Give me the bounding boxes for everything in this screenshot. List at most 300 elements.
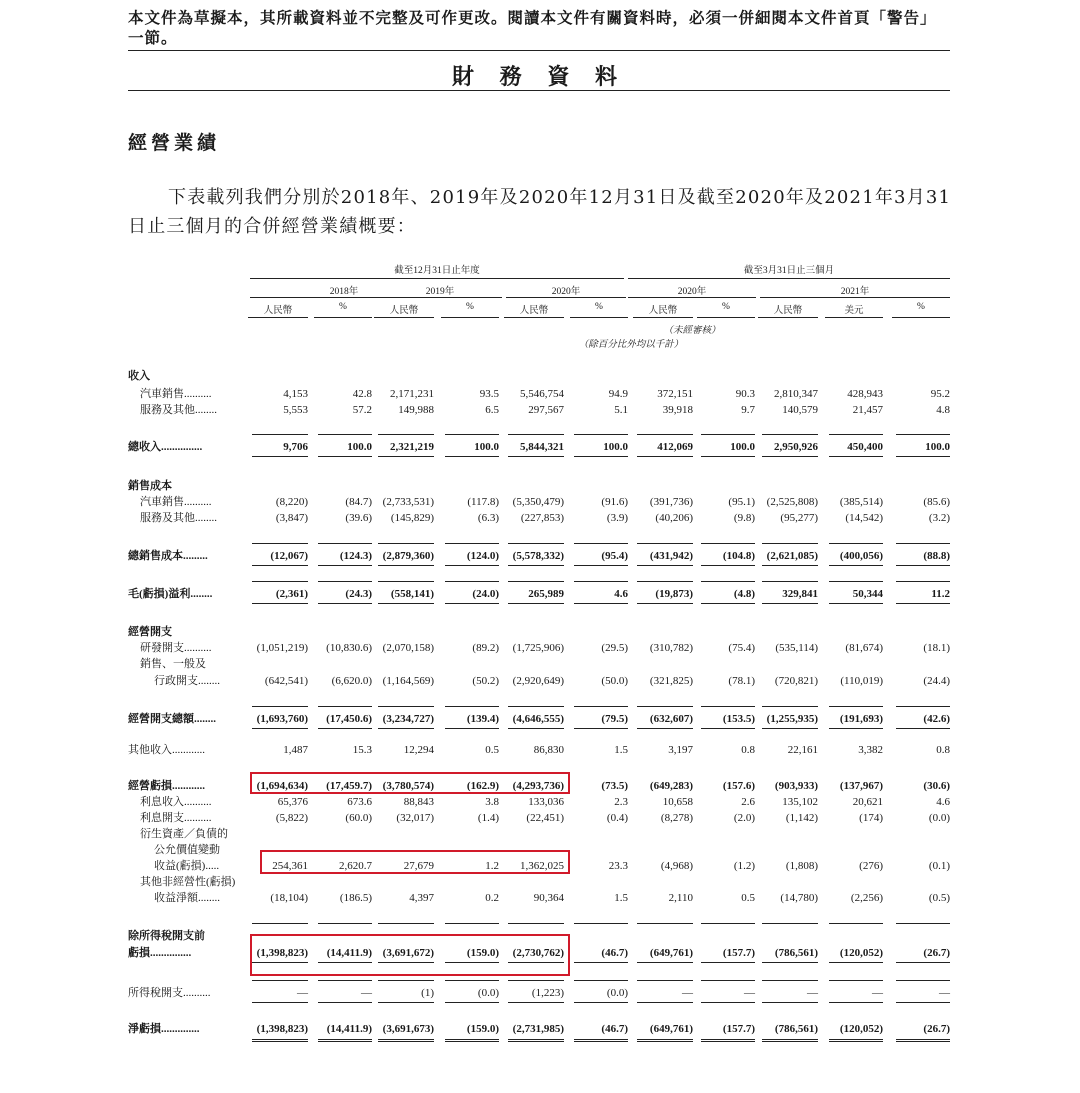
total-rule [637,434,693,435]
table-cell: (88.8) [923,550,950,562]
table-cell: — [361,987,372,999]
table-cell: 412,069 [657,441,693,453]
table-row [128,439,952,455]
total-rule [637,603,693,604]
unit-rule [314,317,372,318]
table-cell: (18,104) [270,892,308,904]
total-rule [701,706,755,707]
table-cell: (124.0) [466,550,499,562]
table-cell: (3,234,727) [382,713,434,725]
table-row [128,640,952,656]
table-cell: (2,070,158) [382,642,434,654]
table-cell: (0.0) [606,987,628,999]
total-rule [896,728,950,729]
table-cell: 2,110 [668,892,693,904]
row-label: 經營開支總額........ [128,713,216,725]
row-label: 收益淨額........ [154,892,220,904]
table-cell: (4.8) [733,588,755,600]
total-rule [701,543,755,544]
table-cell: (157.7) [722,947,755,959]
unit-header: % [595,302,603,312]
table-cell: 12,294 [403,744,434,756]
row-label: 經營虧損............ [128,780,205,792]
table-cell: (46.7) [601,947,628,959]
row-label: 汽車銷售.......... [140,496,212,508]
table-cell: (12,067) [270,550,308,562]
total-rule [637,456,693,457]
table-cell: 265,989 [528,588,564,600]
table-cell: (137,967) [839,780,883,792]
total-rule [445,565,499,566]
total-rule [637,962,693,963]
total-rule [378,603,434,604]
total-rule [574,565,628,566]
total-rule [762,728,818,729]
table-cell: 11.2 [931,588,950,600]
table-cell: (17,459.7) [326,780,372,792]
total-rule [378,728,434,729]
total-rule [896,1002,950,1003]
total-rule [252,923,308,924]
row-label: 毛(虧損)溢利........ [128,588,213,600]
unit-header: 人民幣 [519,306,549,316]
table-row [128,874,952,890]
table-cell: 94.9 [608,388,628,400]
table-cell: 93.5 [479,388,499,400]
total-rule [445,728,499,729]
table-cell: (2,920,649) [512,675,564,687]
total-rule [701,1002,755,1003]
table-cell: 100.0 [347,441,372,453]
table-row [128,656,952,672]
table-cell: 0.8 [741,744,755,756]
table-row [128,890,952,906]
table-cell: (91.6) [601,496,628,508]
total-rule [637,565,693,566]
total-rule [508,1002,564,1003]
total-rule [508,980,564,981]
table-cell: (1,693,760) [256,713,308,725]
total-rule [829,728,883,729]
row-label: 行政開支........ [154,675,220,687]
double-rule [574,1039,628,1042]
table-cell: — [744,987,755,999]
table-cell: (400,056) [839,550,883,562]
table-cell: (124.3) [339,550,372,562]
table-cell: (786,561) [774,1023,818,1035]
table-row [128,478,952,494]
total-rule [378,434,434,435]
total-rule [637,923,693,924]
table-cell: (321,825) [649,675,693,687]
total-rule [445,603,499,604]
table-row [128,386,952,402]
table-cell: 100.0 [603,441,628,453]
table-cell: 372,151 [657,388,693,400]
total-rule [637,1002,693,1003]
unit-header: % [466,302,474,312]
total-rule [896,923,950,924]
table-cell: 5,553 [283,404,308,416]
highlight-box [250,934,570,976]
total-rule [508,565,564,566]
table-row [128,548,952,564]
table-cell: 3,382 [858,744,883,756]
year-rule [628,297,756,298]
table-cell: (174) [859,812,883,824]
table-cell: 39,918 [662,404,693,416]
table-cell: 5,844,321 [520,441,564,453]
row-label: 總銷售成本......... [128,550,208,562]
table-cell: (46.7) [601,1023,628,1035]
table-cell: — [872,987,883,999]
row-label: 汽車銷售.......... [140,388,212,400]
double-rule [896,1039,950,1042]
table-cell: (120,052) [839,1023,883,1035]
table-cell: 4.8 [936,404,950,416]
total-rule [637,581,693,582]
table-cell: (19,873) [655,588,693,600]
table-cell: (95.4) [601,550,628,562]
table-cell: 673.6 [347,796,372,808]
row-label: 服務及其他........ [140,512,217,524]
total-rule [445,543,499,544]
total-rule [445,581,499,582]
table-cell: (29.5) [601,642,628,654]
table-cell: (786,561) [774,947,818,959]
total-rule [378,923,434,924]
table-cell: 88,843 [403,796,434,808]
table-cell: (6,620.0) [331,675,372,687]
table-cell: (3,780,574) [382,780,434,792]
table-row [128,624,952,640]
table-cell: (2,730,762) [512,947,564,959]
total-rule [896,434,950,435]
table-cell: (3.2) [928,512,950,524]
unit-header: 人民幣 [389,306,419,316]
table-row [128,510,952,526]
title-rule [128,90,950,91]
row-label: 其他收入............ [128,744,205,756]
unit-rule [374,317,434,318]
double-rule [378,1039,434,1042]
table-cell: — [682,987,693,999]
table-cell: (720,821) [774,675,818,687]
total-rule [896,581,950,582]
total-rule [762,980,818,981]
table-cell: (5,822) [275,812,308,824]
row-label: 收益(虧損)..... [154,860,220,872]
table-row [128,402,952,418]
total-rule [318,434,372,435]
table-cell: (2,879,360) [382,550,434,562]
total-rule [762,543,818,544]
total-rule [378,581,434,582]
row-label: 收入 [128,370,150,382]
table-cell: 5,546,754 [520,388,564,400]
table-cell: (32,017) [396,812,434,824]
table-cell: 450,400 [847,441,883,453]
table-cell: 2,321,219 [390,441,434,453]
table-cell: (18.1) [923,642,950,654]
table-cell: (903,933) [774,780,818,792]
total-rule [508,923,564,924]
table-cell: 20,621 [852,796,883,808]
table-cell: (14,411.9) [326,947,372,959]
table-cell: 15.3 [352,744,372,756]
total-rule [318,456,372,457]
table-cell: 0.5 [485,744,499,756]
table-cell: (186.5) [339,892,372,904]
table-cell: (1.4) [477,812,499,824]
total-rule [896,706,950,707]
table-cell: 22,161 [787,744,818,756]
table-cell: (0.1) [928,860,950,872]
row-label: 服務及其他........ [140,404,217,416]
total-rule [829,706,883,707]
table-cell: (1,725,906) [512,642,564,654]
total-rule [762,1002,818,1003]
total-rule [445,980,499,981]
table-cell: 1.5 [614,892,628,904]
table-cell: (5,578,332) [512,550,564,562]
table-cell: (81,674) [845,642,883,654]
total-rule [508,706,564,707]
table-cell: 1,362,025 [520,860,564,872]
total-rule [318,1002,372,1003]
total-rule [762,456,818,457]
table-cell: (191,693) [839,713,883,725]
table-cell: 23.3 [608,860,628,872]
total-rule [762,962,818,963]
total-rule [701,581,755,582]
unit-rule [825,317,883,318]
table-cell: (50.2) [472,675,499,687]
table-cell: (0.5) [928,892,950,904]
table-cell: 0.2 [485,892,499,904]
table-cell: 2.3 [614,796,628,808]
total-rule [574,980,628,981]
table-cell: (0.0) [477,987,499,999]
double-rule [829,1039,883,1042]
table-cell: (227,853) [520,512,564,524]
table-cell: (642,541) [264,675,308,687]
year-header: 2021年 [840,287,870,297]
table-cell: (95.1) [728,496,755,508]
table-cell: (85.6) [923,496,950,508]
double-rule [508,1039,564,1042]
table-cell: (1,255,935) [766,713,818,725]
table-cell: (6.3) [477,512,499,524]
total-rule [701,434,755,435]
table-cell: (157.7) [722,1023,755,1035]
row-label: 銷售成本 [128,480,172,492]
total-rule [318,543,372,544]
total-rule [637,543,693,544]
total-rule [637,980,693,981]
table-cell: (78.1) [728,675,755,687]
table-cell: (632,607) [649,713,693,725]
table-row [128,742,952,758]
table-cell: 140,579 [782,404,818,416]
total-rule [701,980,755,981]
year-header: 2020年 [551,287,581,297]
table-cell: (310,782) [649,642,693,654]
table-cell: 100.0 [730,441,755,453]
group-header-annual: 截至12月31日止年度 [394,266,480,276]
year-rule [760,297,950,298]
total-rule [508,456,564,457]
group-rule [250,278,624,279]
table-cell: (391,736) [649,496,693,508]
table-cell: (2,621,085) [766,550,818,562]
total-rule [574,434,628,435]
unit-header: 人民幣 [263,306,293,316]
table-cell: (0.0) [928,812,950,824]
table-row [128,711,952,727]
total-rule [762,923,818,924]
total-rule [508,543,564,544]
table-cell: (24.0) [472,588,499,600]
table-cell: (73.5) [601,780,628,792]
total-rule [252,434,308,435]
unaudited-note: （未經審核） [663,326,721,336]
total-rule [829,1002,883,1003]
total-rule [508,434,564,435]
table-cell: (2,525,808) [766,496,818,508]
table-cell: (157.6) [722,780,755,792]
total-rule [829,543,883,544]
table-cell: (22,451) [526,812,564,824]
table-cell: 329,841 [782,588,818,600]
total-rule [445,706,499,707]
year-rule [506,297,626,298]
total-rule [252,1002,308,1003]
table-cell: (139.4) [466,713,499,725]
table-cell: (3,691,672) [382,947,434,959]
intro-paragraph: 下表載列我們分別於2018年、2019年及2020年12月31日及截至2020年及2021年3月31日止三個月的合併經營業績概要： [128,187,952,237]
total-rule [574,706,628,707]
table-cell: (159.0) [466,947,499,959]
unit-rule [504,317,564,318]
table-cell: — [297,987,308,999]
table-cell: (1,142) [785,812,818,824]
table-cell: (39.6) [345,512,372,524]
total-rule [896,603,950,604]
table-cell: (3,847) [275,512,308,524]
table-cell: 133,036 [528,796,564,808]
row-label: 虧損............... [128,947,192,959]
table-cell: 1.5 [614,744,628,756]
table-cell: (60.0) [345,812,372,824]
table-cell: (8,278) [660,812,693,824]
table-cell: (558,141) [390,588,434,600]
table-cell: (2,256) [850,892,883,904]
table-cell: (120,052) [839,947,883,959]
unit-header: 人民幣 [773,306,803,316]
total-rule [252,603,308,604]
total-rule [829,980,883,981]
table-cell: — [807,987,818,999]
total-rule [762,706,818,707]
total-rule [445,923,499,924]
double-rule [637,1039,693,1042]
table-cell: 27,679 [403,860,434,872]
total-rule [252,706,308,707]
unit-rule [697,317,755,318]
unit-rule [248,317,308,318]
total-rule [896,962,950,963]
total-rule [829,581,883,582]
row-label: 利息開支.......... [140,812,212,824]
total-rule [378,980,434,981]
table-cell: (14,411.9) [326,1023,372,1035]
table-cell: (3,691,673) [382,1023,434,1035]
top-rule [128,50,950,51]
table-cell: (104.8) [722,550,755,562]
table-cell: (145,829) [390,512,434,524]
total-rule [378,543,434,544]
table-cell: 2,171,231 [390,388,434,400]
table-row [128,673,952,689]
table-cell: (2,361) [275,588,308,600]
row-label: 研發開支.......... [140,642,212,654]
table-cell: (8,220) [275,496,308,508]
total-rule [318,581,372,582]
table-cell: (649,761) [649,1023,693,1035]
table-cell: (4,646,555) [512,713,564,725]
table-cell: (1,398,823) [256,1023,308,1035]
total-rule [252,980,308,981]
table-row [128,794,952,810]
total-rule [896,980,950,981]
table-cell: (42.6) [923,713,950,725]
table-cell: (159.0) [466,1023,499,1035]
total-rule [896,565,950,566]
table-cell: 2,620.7 [339,860,372,872]
table-cell: 1,487 [283,744,308,756]
table-cell: (431,942) [649,550,693,562]
table-cell: 21,457 [852,404,883,416]
total-rule [829,962,883,963]
table-cell: (17,450.6) [326,713,372,725]
table-cell: (1.2) [733,860,755,872]
total-rule [574,543,628,544]
total-rule [701,728,755,729]
year-header: 2020年 [677,287,707,297]
table-cell: (5,350,479) [512,496,564,508]
total-rule [574,1002,628,1003]
total-rule [637,728,693,729]
total-rule [508,581,564,582]
total-rule [896,543,950,544]
total-rule [378,565,434,566]
unit-header: % [917,302,925,312]
table-cell: 90.3 [735,388,755,400]
table-cell: (2,733,531) [382,496,434,508]
table-cell: (9.8) [733,512,755,524]
table-row [128,1021,952,1037]
table-cell: (1,223) [531,987,564,999]
row-label: 公允價值變動 [154,844,220,856]
highlight-box [250,772,570,794]
table-cell: (1,051,219) [256,642,308,654]
table-cell: 4,153 [283,388,308,400]
total-rule [445,456,499,457]
total-rule [701,565,755,566]
table-cell: 10,658 [662,796,693,808]
total-rule [378,456,434,457]
